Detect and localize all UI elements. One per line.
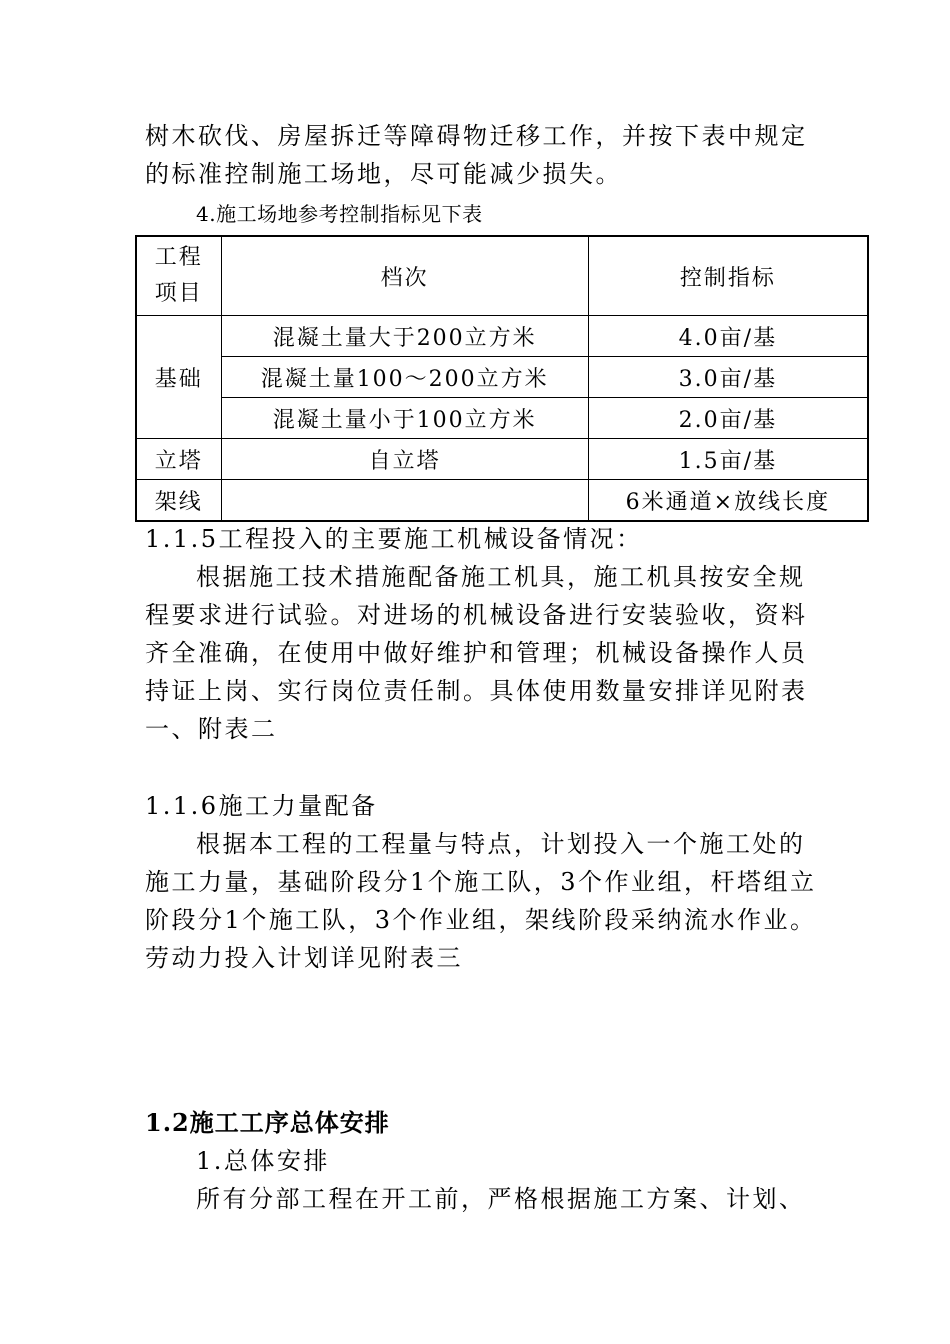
paragraph-line: 持证上岗、实行岗位责任制。具体使用数量安排详见附表 <box>145 677 808 705</box>
paragraph-line: 的标准控制施工场地，尽可能减少损失。 <box>145 160 622 188</box>
grade-cell: 混凝土量100～200立方米 <box>221 357 588 398</box>
paragraph-line: 施工力量，基础阶段分1个施工队，3个作业组，杆塔组立 <box>145 868 817 896</box>
table-caption: 4.施工场地参考控制指标见下表 <box>196 202 483 226</box>
paragraph-line: 阶段分1个施工队，3个作业组，架线阶段采纳流水作业。 <box>145 906 817 934</box>
paragraph-line: 根据本工程的工程量与特点，计划投入一个施工处的 <box>196 830 806 858</box>
paragraph-line: 劳动力投入计划详见附表三 <box>145 944 463 972</box>
table-row <box>136 316 868 357</box>
paragraph-line: 根据施工技术措施配备施工机具，施工机具按安全规 <box>196 563 806 591</box>
grade-cell: 混凝土量小于100立方米 <box>221 398 588 439</box>
grade-cell: 自立塔 <box>221 439 588 480</box>
paragraph-line: 一、附表二 <box>145 715 278 743</box>
item-cell: 架线 <box>136 480 221 522</box>
site-control-table <box>135 235 869 522</box>
index-cell: 2.0亩/基 <box>588 398 868 439</box>
table-row <box>136 439 868 480</box>
header-item-line2: 项目 <box>154 281 203 306</box>
item-cell: 立塔 <box>136 439 221 480</box>
index-cell: 3.0亩/基 <box>588 357 868 398</box>
grade-cell: 混凝土量大于200立方米 <box>221 316 588 357</box>
table-header-row <box>136 236 868 316</box>
section-heading: 1.2施工工序总体安排 <box>145 1108 390 1137</box>
paragraph-line: 齐全准确，在使用中做好维护和管理；机械设备操作人员 <box>145 639 808 667</box>
subsection-title: 1.总体安排 <box>196 1147 330 1175</box>
grade-cell <box>221 480 588 522</box>
paragraph-line: 树木砍伐、房屋拆迁等障碍物迁移工作，并按下表中规定 <box>145 122 808 150</box>
foundation-label-cell: 基础 <box>136 316 221 439</box>
paragraph-line: 程要求进行试验。对进场的机械设备进行安装验收，资料 <box>145 601 808 629</box>
section-title: 1.1.6施工力量配备 <box>145 792 378 820</box>
paragraph-line: 所有分部工程在开工前，严格根据施工方案、计划、 <box>196 1185 806 1213</box>
index-cell: 6米通道×放线长度 <box>588 480 868 522</box>
table-row <box>136 357 868 398</box>
table-row <box>136 398 868 439</box>
table-row <box>136 480 868 522</box>
header-grade-cell: 档次 <box>221 236 588 316</box>
index-cell: 1.5亩/基 <box>588 439 868 480</box>
section-title: 1.1.5工程投入的主要施工机械设备情况： <box>145 525 643 553</box>
header-item-line1: 工程 <box>154 245 203 270</box>
header-item-cell <box>136 236 221 316</box>
index-cell: 4.0亩/基 <box>588 316 868 357</box>
header-index-cell: 控制指标 <box>588 236 868 316</box>
